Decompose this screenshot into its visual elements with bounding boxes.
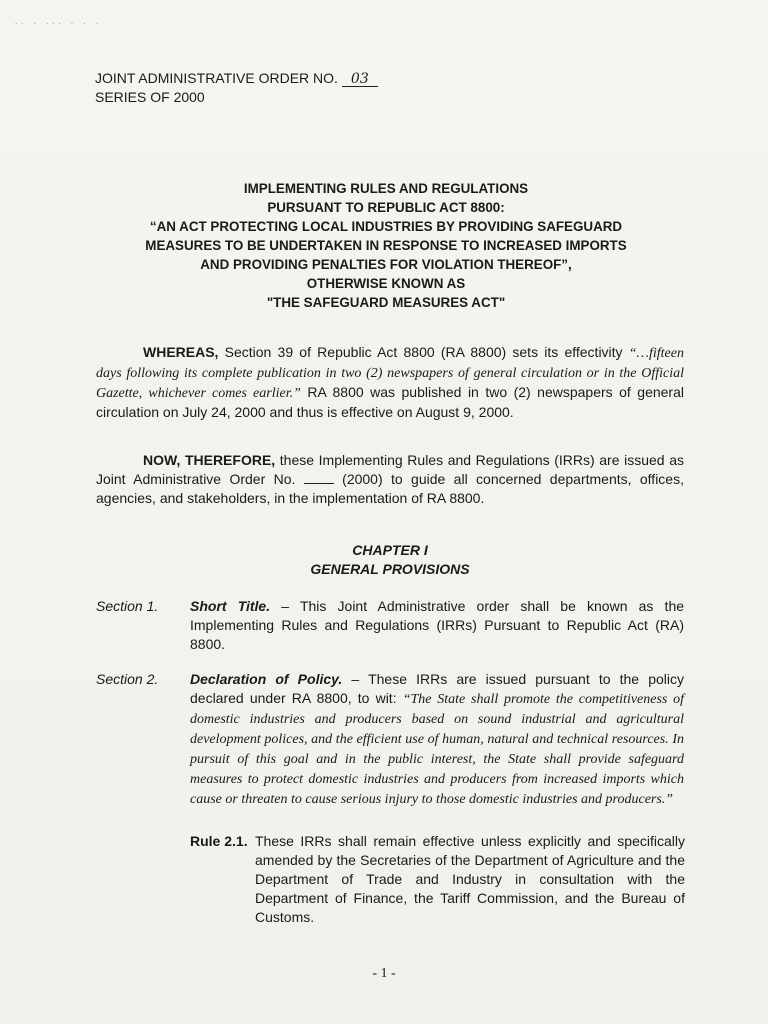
- order-header: [95, 69, 378, 107]
- order-series: SERIES OF 2000: [95, 89, 205, 105]
- whereas-paragraph: [96, 343, 684, 422]
- whereas-text: Section 39 of Republic Act 8800 (RA 8800) sets its effectivity: [218, 344, 629, 360]
- whereas-lead: WHEREAS,: [143, 344, 219, 360]
- section-2-body: [190, 670, 684, 809]
- title-line: "THE SAFEGUARD MEASURES ACT": [266, 295, 506, 310]
- therefore-paragraph: [96, 451, 684, 508]
- document-title: [96, 179, 676, 312]
- blank-order-number: [304, 472, 334, 484]
- section-1-body: [190, 597, 684, 654]
- order-number-line: [95, 69, 378, 88]
- scan-artifact: ·· · ··· · · ·: [14, 20, 102, 28]
- page-number: - 1 -: [372, 966, 396, 981]
- title-line: “AN ACT PROTECTING LOCAL INDUSTRIES BY PROVIDING SAFEGUARD: [149, 219, 623, 234]
- title-line: MEASURES TO BE UNDERTAKEN IN RESPONSE TO INCREASED IMPORTS: [145, 238, 627, 253]
- rule-2-1-label: Rule 2.1.: [190, 833, 248, 849]
- title-line: AND PROVIDING PENALTIES FOR VIOLATION THEREOF”,: [200, 257, 572, 272]
- section-1-heading: Short Title.: [190, 598, 271, 614]
- section-1-label: Section 1.: [96, 598, 159, 614]
- title-line: OTHERWISE KNOWN AS: [306, 276, 466, 291]
- chapter-number: CHAPTER I: [352, 542, 428, 558]
- chapter-title: GENERAL PROVISIONS: [310, 561, 470, 577]
- section-2-label: Section 2.: [96, 671, 159, 687]
- order-number: 03: [342, 73, 378, 87]
- section-2-heading: Declaration of Policy.: [190, 671, 343, 687]
- chapter-heading: [96, 541, 684, 579]
- whereas-text-cont: RA 8800 was published in two (2) newspapers of general circulation on July 24, 2000 and thus is effective on August 9, 2000.: [96, 384, 684, 420]
- order-prefix: JOINT ADMINISTRATIVE ORDER NO.: [95, 70, 338, 86]
- section-2-text: – These IRRs are issued pursuant to the policy declared under RA 8800, to wit:: [190, 671, 684, 706]
- whereas-quote: “…fifteen days following its complete publication in two (2) newspapers of general circulation or in the Official Gazette, whichever comes earlier.”: [96, 346, 684, 401]
- title-line: IMPLEMENTING RULES AND REGULATIONS: [243, 181, 529, 196]
- therefore-lead: NOW, THEREFORE,: [143, 452, 276, 468]
- therefore-text: these Implementing Rules and Regulations (IRRs) are issued as Joint Administrative Order No.: [96, 452, 684, 487]
- section-2-quote: “The State shall promote the competitiveness of domestic industries and producers based on sound industrial and agricultural development polices, and the efficient use of human, natural and technical resources. In pursuit of this goal and in the public interest, the State shall provide safeguard measures to protect domestic industries and producers from increased imports which cause or threaten to cause serious injury to those domestic industries and producers.”: [190, 692, 685, 807]
- section-1-text: – This Joint Administrative order shall be known as the Implementing Rules and Regulations (IRRs) Pursuant to Republic Act (RA) 8800.: [190, 598, 685, 652]
- title-line: PURSUANT TO REPUBLIC ACT 8800:: [267, 200, 505, 215]
- therefore-text-cont: (2000) to guide all concerned departments, offices, agencies, and stakeholders, in the implementation of RA 8800.: [96, 471, 684, 506]
- rule-2-1-text: These IRRs shall remain effective unless explicitly and specifically amended by the Secretaries of the Department of Agriculture and the Department of Trade and Industry in consultation with the Department of Finance, the Tariff Commission, and the Bureau of Customs.: [255, 833, 685, 925]
